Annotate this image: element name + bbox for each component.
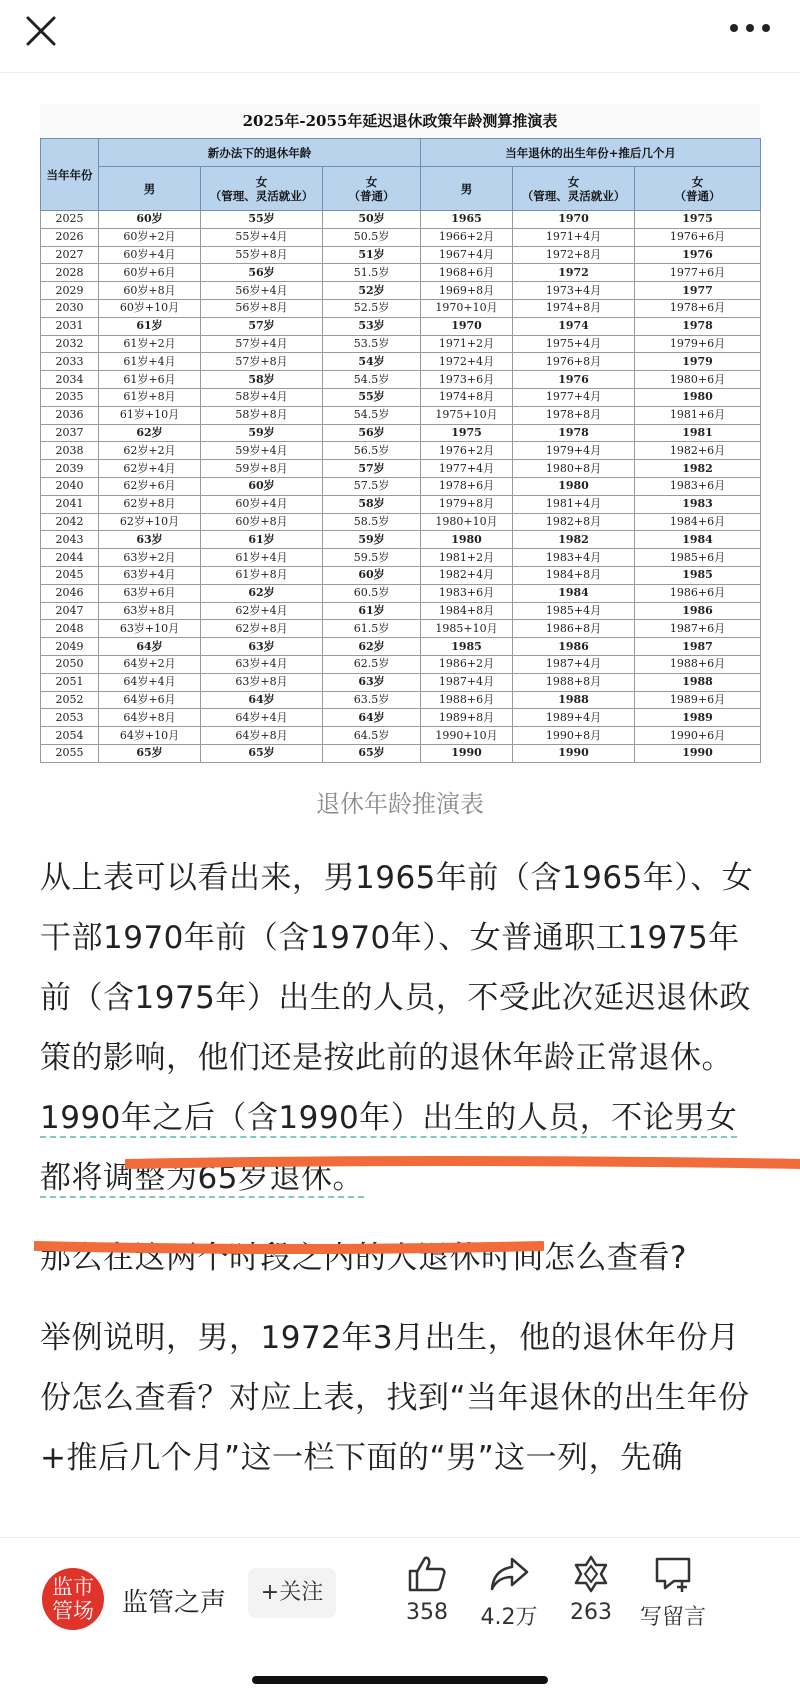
table-cell: 2027: [41, 246, 99, 264]
table-cell: 2053: [41, 709, 99, 727]
table-row: [41, 317, 761, 335]
table-cell: 2046: [41, 584, 99, 602]
table-cell: 2044: [41, 549, 99, 567]
table-cell: 1983+6月: [421, 584, 513, 602]
table-cell: 60岁+6月: [99, 264, 201, 282]
table-cell: 2045: [41, 566, 99, 584]
table-cell: 1981+2月: [421, 549, 513, 567]
table-cell: 1970: [513, 211, 635, 229]
table-cell: 52岁: [323, 282, 421, 300]
table-row: [41, 282, 761, 300]
table-cell: 1980: [421, 531, 513, 549]
table-cell: 61岁+8月: [99, 388, 201, 406]
table-row: [41, 620, 761, 638]
table-cell: 61岁: [201, 531, 323, 549]
table-cell: 57岁+4月: [201, 335, 323, 353]
table-cell: 63岁+10月: [99, 620, 201, 638]
table-cell: 64岁+4月: [99, 673, 201, 691]
table-cell: 1985+4月: [513, 602, 635, 620]
table-cell: 1978+6月: [421, 477, 513, 495]
table-cell: 1985+6月: [635, 549, 761, 567]
table-row: [41, 264, 761, 282]
table-row: [41, 531, 761, 549]
table-row: [41, 442, 761, 460]
table-cell: 57岁+8月: [201, 353, 323, 371]
table-row: [41, 246, 761, 264]
table-cell: 1970: [421, 317, 513, 335]
table-cell: 62岁: [99, 424, 201, 442]
table-cell: 53岁: [323, 317, 421, 335]
table-cell: 62.5岁: [323, 655, 421, 673]
table-cell: 1976: [513, 371, 635, 389]
table-cell: 1988: [635, 673, 761, 691]
table-row: [41, 584, 761, 602]
table-cell: 60.5岁: [323, 584, 421, 602]
table-cell: 2049: [41, 638, 99, 656]
highlight-stroke: [34, 1238, 544, 1256]
table-cell: 1990: [635, 744, 761, 762]
table-cell: 1981+4月: [513, 495, 635, 513]
table-cell: 60岁+8月: [99, 282, 201, 300]
table-cell: 2050: [41, 655, 99, 673]
header-female-normal: 女 （普通）: [323, 167, 421, 211]
collect-count: 263: [570, 1600, 612, 1625]
table-cell: 1982+6月: [635, 442, 761, 460]
table-cell: 1982+4月: [421, 566, 513, 584]
table-cell: 1989: [635, 709, 761, 727]
table-cell: 1984+8月: [421, 602, 513, 620]
table-cell: 1979+6月: [635, 335, 761, 353]
table-cell: 61.5岁: [323, 620, 421, 638]
table-cell: 56.5岁: [323, 442, 421, 460]
comment-button[interactable]: [628, 1554, 718, 1631]
table-cell: 60岁: [323, 566, 421, 584]
header-female-mgmt: 女 （管理、灵活就业）: [201, 167, 323, 211]
table-cell: 2055: [41, 744, 99, 762]
header-male: 男: [99, 167, 201, 211]
table-cell: 64岁+6月: [99, 691, 201, 709]
table-cell: 2042: [41, 513, 99, 531]
table-cell: 2047: [41, 602, 99, 620]
author-name[interactable]: 监管之声: [122, 1588, 227, 1618]
table-cell: 2029: [41, 282, 99, 300]
table-cell: 64.5岁: [323, 727, 421, 745]
header-group-new: 新办法下的退休年龄: [99, 139, 421, 167]
table-row: [41, 460, 761, 478]
table-cell: 1980: [513, 477, 635, 495]
table-cell: 1988+6月: [421, 691, 513, 709]
table-cell: 1978+6月: [635, 299, 761, 317]
table-cell: 1979+8月: [421, 495, 513, 513]
table-cell: 56岁: [323, 424, 421, 442]
table-cell: 1989+8月: [421, 709, 513, 727]
table-cell: 53.5岁: [323, 335, 421, 353]
table-cell: 61岁+2月: [99, 335, 201, 353]
table-cell: 64岁: [323, 709, 421, 727]
table-cell: 63岁+4月: [99, 566, 201, 584]
header-year: 当年年份: [41, 139, 99, 211]
table-cell: 1986+8月: [513, 620, 635, 638]
table-cell: 1986+2月: [421, 655, 513, 673]
table-cell: 1976+6月: [635, 228, 761, 246]
table-row: [41, 353, 761, 371]
table-cell: 62岁: [323, 638, 421, 656]
table-cell: 1983: [635, 495, 761, 513]
share-count: 4.2万: [480, 1605, 538, 1630]
follow-button[interactable]: +关注: [248, 1568, 336, 1618]
table-cell: 1968+6月: [421, 264, 513, 282]
table-cell: 61岁+10月: [99, 406, 201, 424]
table-cell: 1974+8月: [513, 299, 635, 317]
table-cell: 1985: [635, 566, 761, 584]
table-cell: 1979+4月: [513, 442, 635, 460]
table-cell: 63岁+8月: [201, 673, 323, 691]
comment-plus-icon: [652, 1554, 694, 1594]
table-cell: 59岁: [201, 424, 323, 442]
table-cell: 58岁: [201, 371, 323, 389]
article-body: [40, 848, 760, 1508]
table-cell: 63岁+6月: [99, 584, 201, 602]
table-cell: 1984: [635, 531, 761, 549]
table-cell: 1976+8月: [513, 353, 635, 371]
table-cell: 1984: [513, 584, 635, 602]
table-cell: 56岁: [201, 264, 323, 282]
table-cell: 60岁+10月: [99, 299, 201, 317]
table-cell: 55岁+8月: [201, 246, 323, 264]
table-row: [41, 406, 761, 424]
table-cell: 60岁+4月: [201, 495, 323, 513]
table-cell: 1990: [513, 744, 635, 762]
table-cell: 64岁+8月: [201, 727, 323, 745]
table-cell: 60岁+2月: [99, 228, 201, 246]
comment-label: 写留言: [639, 1605, 706, 1630]
table-cell: 63.5岁: [323, 691, 421, 709]
highlighted-text[interactable]: 1990年之后（含1990年）出生的人员，不论男女都将调整为65岁退休。: [40, 1100, 738, 1196]
table-cell: 1984+8月: [513, 566, 635, 584]
like-count: 358: [406, 1600, 448, 1625]
table-cell: 1975: [635, 211, 761, 229]
table-cell: 59岁+8月: [201, 460, 323, 478]
table-cell: 2054: [41, 727, 99, 745]
retirement-table-image[interactable]: [40, 104, 760, 766]
table-cell: 1987+6月: [635, 620, 761, 638]
table-cell: 1980: [635, 388, 761, 406]
table-cell: 54.5岁: [323, 406, 421, 424]
table-cell: 63岁+8月: [99, 602, 201, 620]
thumbs-up-icon: [406, 1554, 448, 1594]
collect-button[interactable]: [546, 1554, 636, 1625]
table-cell: 1986: [635, 602, 761, 620]
table-cell: 65岁: [99, 744, 201, 762]
table-cell: 2034: [41, 371, 99, 389]
table-cell: 63岁: [323, 673, 421, 691]
share-icon: [488, 1554, 530, 1594]
table-row: [41, 424, 761, 442]
table-cell: 1980+10月: [421, 513, 513, 531]
table-cell: 1990: [421, 744, 513, 762]
table-cell: 2032: [41, 335, 99, 353]
table-cell: 50.5岁: [323, 228, 421, 246]
table-row: [41, 673, 761, 691]
table-cell: 2043: [41, 531, 99, 549]
like-button[interactable]: [382, 1554, 472, 1625]
table-row: [41, 549, 761, 567]
table-row: [41, 744, 761, 762]
table-cell: 63岁: [201, 638, 323, 656]
table-cell: 56岁+4月: [201, 282, 323, 300]
table-cell: 1981+6月: [635, 406, 761, 424]
table-cell: 1978: [513, 424, 635, 442]
table-cell: 64岁+2月: [99, 655, 201, 673]
table-cell: 64岁: [99, 638, 201, 656]
table-cell: 1975+10月: [421, 406, 513, 424]
table-cell: 59岁: [323, 531, 421, 549]
header-female-normal-birth: 女 （普通）: [635, 167, 761, 211]
table-cell: 1986: [513, 638, 635, 656]
table-cell: 1977+4月: [513, 388, 635, 406]
header-group-birth: 当年退休的出生年份+推后几个月: [421, 139, 761, 167]
table-row: [41, 655, 761, 673]
table-cell: 58岁+8月: [201, 406, 323, 424]
table-row: [41, 638, 761, 656]
paragraph-2: 那么在这两个时段之内的人退休时间怎么查看?: [40, 1240, 687, 1276]
table-cell: 61岁+4月: [99, 353, 201, 371]
table-cell: 62岁+8月: [99, 495, 201, 513]
table-cell: 1973+4月: [513, 282, 635, 300]
table-cell: 1982: [635, 460, 761, 478]
table-cell: 64岁: [201, 691, 323, 709]
table-row: [41, 513, 761, 531]
table-cell: 2026: [41, 228, 99, 246]
table-row: [41, 709, 761, 727]
table-cell: 62岁: [201, 584, 323, 602]
table-cell: 1989+4月: [513, 709, 635, 727]
table-row: [41, 727, 761, 745]
avatar[interactable]: 监市 管场: [42, 1568, 104, 1630]
share-button[interactable]: [464, 1554, 554, 1631]
table-cell: 65岁: [201, 744, 323, 762]
table-cell: 55岁: [323, 388, 421, 406]
header-male-birth: 男: [421, 167, 513, 211]
table-cell: 61岁+6月: [99, 371, 201, 389]
table-cell: 65岁: [323, 744, 421, 762]
table-cell: 61岁: [323, 602, 421, 620]
table-cell: 1974+8月: [421, 388, 513, 406]
table-cell: 2036: [41, 406, 99, 424]
table-cell: 62岁+2月: [99, 442, 201, 460]
table-cell: 51.5岁: [323, 264, 421, 282]
table-cell: 1977: [635, 282, 761, 300]
table-cell: 60岁: [99, 211, 201, 229]
table-cell: 63岁+4月: [201, 655, 323, 673]
table-cell: 1988+8月: [513, 673, 635, 691]
table-row: [41, 566, 761, 584]
more-icon[interactable]: [726, 18, 774, 38]
table-cell: 59岁+4月: [201, 442, 323, 460]
table-cell: 57.5岁: [323, 477, 421, 495]
table-cell: 1972: [513, 264, 635, 282]
table-cell: 54岁: [323, 353, 421, 371]
table-row: [41, 228, 761, 246]
table-cell: 1977+4月: [421, 460, 513, 478]
table-cell: 2031: [41, 317, 99, 335]
table-cell: 1987+4月: [513, 655, 635, 673]
table-cell: 1978+8月: [513, 406, 635, 424]
table-row: [41, 388, 761, 406]
table-cell: 1981: [635, 424, 761, 442]
table-cell: 58岁+4月: [201, 388, 323, 406]
table-cell: 61岁+4月: [201, 549, 323, 567]
table-cell: 1979: [635, 353, 761, 371]
table-cell: 1971+4月: [513, 228, 635, 246]
table-cell: 2030: [41, 299, 99, 317]
retirement-table: [40, 138, 761, 763]
table-cell: 62岁+4月: [99, 460, 201, 478]
paragraph-1: 从上表可以看出来，男1965年前（含1965年）、女干部1970年前（含1970年）、女普通职工1975年前（含1975年）出生的人员，不受此次延迟退休政策的影响，他们还是按此前的退休年龄正常退休。1990年之后（含1990年）出生的人员，不论男女都将调整为65岁退休。: [40, 860, 754, 1196]
table-cell: 1975+4月: [513, 335, 635, 353]
table-cell: 1976: [635, 246, 761, 264]
table-cell: 1965: [421, 211, 513, 229]
table-cell: 2035: [41, 388, 99, 406]
header-female-mgmt-birth: 女 （管理、灵活就业）: [513, 167, 635, 211]
table-row: [41, 691, 761, 709]
table-cell: 1972+4月: [421, 353, 513, 371]
table-cell: 2037: [41, 424, 99, 442]
table-cell: 60岁+8月: [201, 513, 323, 531]
highlight-stroke: [125, 1154, 800, 1172]
table-cell: 1988: [513, 691, 635, 709]
table-cell: 1978: [635, 317, 761, 335]
table-cell: 1970+10月: [421, 299, 513, 317]
table-cell: 55岁+4月: [201, 228, 323, 246]
table-cell: 2051: [41, 673, 99, 691]
table-cell: 1987: [635, 638, 761, 656]
top-bar: [0, 0, 800, 73]
table-cell: 62岁+6月: [99, 477, 201, 495]
table-cell: 2048: [41, 620, 99, 638]
table-cell: 1982: [513, 531, 635, 549]
table-cell: 1976+2月: [421, 442, 513, 460]
table-cell: 61岁+8月: [201, 566, 323, 584]
table-cell: 2025: [41, 211, 99, 229]
table-title: 2025年-2055年延迟退休政策年龄测算推演表: [242, 112, 558, 130]
table-cell: 62岁+10月: [99, 513, 201, 531]
table-cell: 1984+6月: [635, 513, 761, 531]
table-cell: 1990+8月: [513, 727, 635, 745]
table-cell: 1969+8月: [421, 282, 513, 300]
table-cell: 2041: [41, 495, 99, 513]
table-cell: 2033: [41, 353, 99, 371]
table-cell: 55岁: [201, 211, 323, 229]
table-row: [41, 495, 761, 513]
table-row: [41, 602, 761, 620]
table-cell: 1989+6月: [635, 691, 761, 709]
table-cell: 63岁: [99, 531, 201, 549]
table-cell: 2052: [41, 691, 99, 709]
table-cell: 2040: [41, 477, 99, 495]
table-cell: 62岁+8月: [201, 620, 323, 638]
table-cell: 1990+10月: [421, 727, 513, 745]
table-cell: 1983+6月: [635, 477, 761, 495]
bottom-action-bar: [0, 1537, 800, 1688]
table-cell: 1972+8月: [513, 246, 635, 264]
collect-icon: [570, 1554, 612, 1594]
table-cell: 57岁: [323, 460, 421, 478]
table-cell: 60岁: [201, 477, 323, 495]
table-cell: 61岁: [99, 317, 201, 335]
table-cell: 62岁+4月: [201, 602, 323, 620]
figure-caption: 退休年龄推演表: [316, 790, 484, 818]
table-cell: 2039: [41, 460, 99, 478]
table-cell: 60岁+4月: [99, 246, 201, 264]
table-cell: 1973+6月: [421, 371, 513, 389]
table-cell: 1977+6月: [635, 264, 761, 282]
table-row: [41, 371, 761, 389]
table-cell: 1983+4月: [513, 549, 635, 567]
table-cell: 58.5岁: [323, 513, 421, 531]
table-cell: 51岁: [323, 246, 421, 264]
table-cell: 1982+8月: [513, 513, 635, 531]
table-cell: 52.5岁: [323, 299, 421, 317]
table-cell: 50岁: [323, 211, 421, 229]
table-cell: 1987+4月: [421, 673, 513, 691]
table-cell: 64岁+8月: [99, 709, 201, 727]
table-cell: 1966+2月: [421, 228, 513, 246]
table-cell: 1988+6月: [635, 655, 761, 673]
table-cell: 64岁+4月: [201, 709, 323, 727]
table-cell: 1990+6月: [635, 727, 761, 745]
table-row: [41, 299, 761, 317]
table-row: [41, 477, 761, 495]
table-cell: 1980+8月: [513, 460, 635, 478]
table-cell: 57岁: [201, 317, 323, 335]
paragraph-3: 举例说明，男，1972年3月出生，他的退休年份月份怎么查看？对应上表，找到“当年退休的出生年份+推后几个月”这一栏下面的“男”这一列，先确: [40, 1320, 750, 1476]
table-cell: 1985+10月: [421, 620, 513, 638]
table-body: [41, 211, 761, 763]
table-cell: 1967+4月: [421, 246, 513, 264]
table-cell: 64岁+10月: [99, 727, 201, 745]
table-cell: 54.5岁: [323, 371, 421, 389]
table-cell: 2028: [41, 264, 99, 282]
table-cell: 1975: [421, 424, 513, 442]
table-cell: 1986+6月: [635, 584, 761, 602]
table-cell: 2038: [41, 442, 99, 460]
table-cell: 1980+6月: [635, 371, 761, 389]
table-row: [41, 335, 761, 353]
close-icon[interactable]: [22, 12, 62, 52]
table-cell: 59.5岁: [323, 549, 421, 567]
table-cell: 56岁+8月: [201, 299, 323, 317]
table-cell: 63岁+2月: [99, 549, 201, 567]
table-cell: 1971+2月: [421, 335, 513, 353]
table-cell: 1985: [421, 638, 513, 656]
table-cell: 58岁: [323, 495, 421, 513]
home-indicator: [252, 1676, 548, 1684]
table-row: [41, 211, 761, 229]
table-cell: 1974: [513, 317, 635, 335]
